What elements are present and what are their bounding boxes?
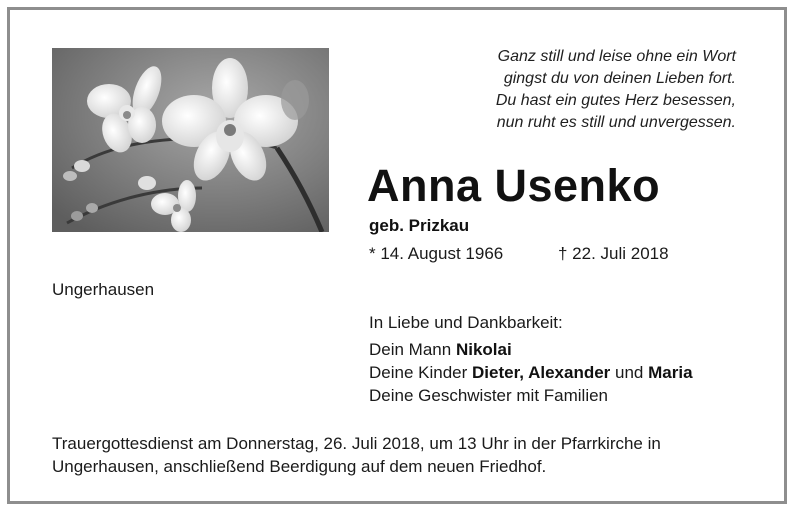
mourner-conjunction: und <box>610 363 649 382</box>
poem-line: Du hast ein gutes Herz besessen, <box>495 92 736 109</box>
death-date: † 22. Juli 2018 <box>558 244 669 263</box>
poem-line: gingst du von deinen Lieben fort. <box>503 70 736 87</box>
birth-date: * 14. August 1966 <box>369 244 504 263</box>
mourner-relation: Deine Kinder <box>369 363 473 382</box>
mourner-name: Nikolai <box>455 340 512 359</box>
orchid-photo <box>52 48 329 232</box>
life-dates <box>369 244 699 264</box>
hometown: Ungerhausen <box>52 280 155 299</box>
orchid-illustration <box>52 48 329 232</box>
mourner-name: Maria <box>648 363 693 382</box>
mourners-list <box>369 338 693 407</box>
poem-line: Ganz still und leise ohne ein Wort <box>497 48 736 65</box>
mourner-relation: Dein Mann <box>369 340 456 359</box>
mourner-line-spouse <box>369 338 693 361</box>
mourner-line-siblings: Deine Geschwister mit Familien <box>369 386 609 405</box>
poem-line: nun ruht es still und unvergessen. <box>496 114 736 131</box>
service-line: Ungerhausen, anschließend Beerdigung auf dem neuen Friedhof. <box>52 457 547 476</box>
birth-name: geb. Prizkau <box>369 216 470 235</box>
service-info <box>52 432 772 478</box>
memorial-poem <box>420 46 736 134</box>
mourner-name: Dieter, Alexander <box>472 363 611 382</box>
mourner-line-children <box>369 361 693 384</box>
service-line: Trauergottesdienst am Donnerstag, 26. Juli 2018, um 13 Uhr in der Pfarrkirche in <box>52 434 661 453</box>
mourners-intro: In Liebe und Dankbarkeit: <box>369 313 563 332</box>
deceased-name: Anna Usenko <box>367 160 661 211</box>
